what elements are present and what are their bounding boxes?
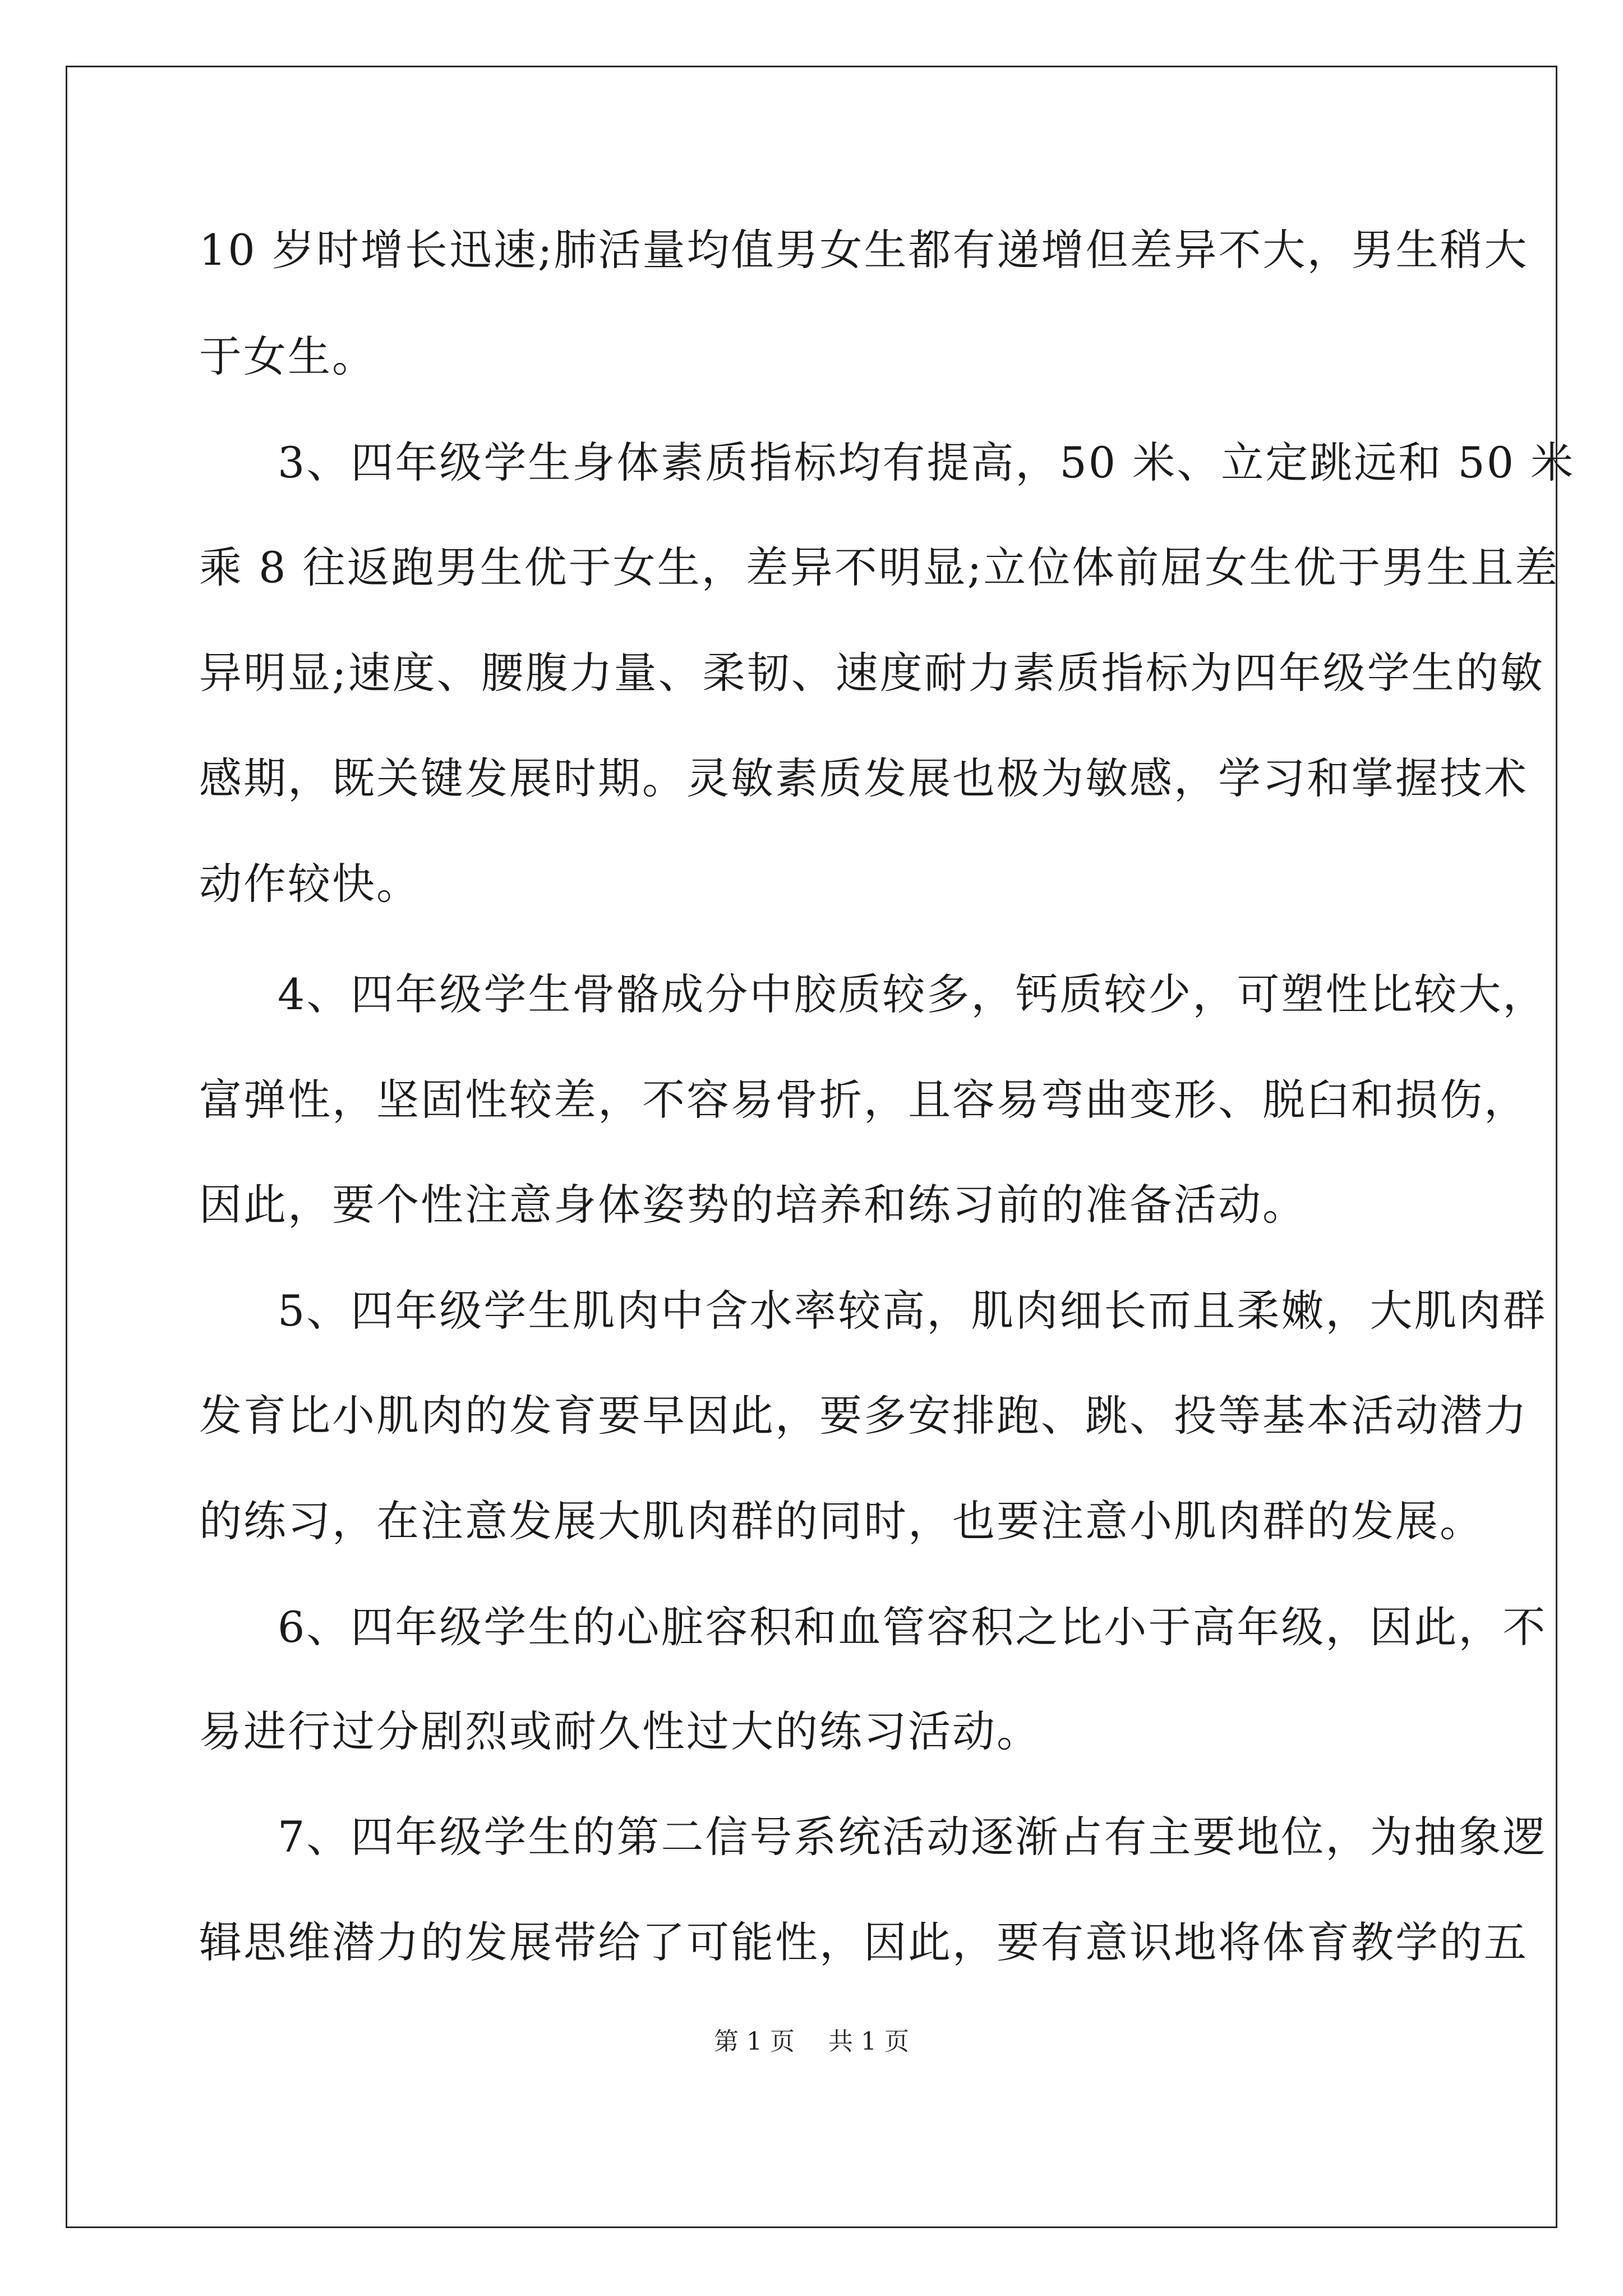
paragraph-first-line: 4、四年级学生骨骼成分中胶质较多，钙质较少，可塑性比较大， xyxy=(278,969,1547,1019)
body-line: 易进行过分剧烈或耐久性过大的练习活动。 xyxy=(199,1706,1041,1756)
paragraph-first-line: 6、四年级学生的心脏容积和血管容积之比小于高年级，因此，不 xyxy=(278,1602,1547,1652)
body-line: 动作较快。 xyxy=(199,859,421,909)
page-border xyxy=(66,66,1560,2228)
body-line: 发育比小肌肉的发育要早因此，要多安排跑、跳、投等基本活动潜力 xyxy=(199,1391,1528,1441)
body-line: 的练习，在注意发展大肌肉群的同时，也要注意小肌肉群的发展。 xyxy=(199,1496,1484,1546)
body-line: 感期，既关键发展时期。灵敏素质发展也极为敏感，学习和掌握技术 xyxy=(199,753,1528,803)
body-line: 于女生。 xyxy=(199,332,376,381)
body-line: 富弹性，坚固性较差，不容易骨折，且容易弯曲变形、脱臼和损伤， xyxy=(199,1075,1528,1125)
body-line: 乘 8 往返跑男生优于女生，差异不明显;立位体前屈女生优于男生且差 xyxy=(199,542,1560,592)
page-number-current: 第 1 页 xyxy=(714,2027,795,2056)
paragraph-first-line: 3、四年级学生身体素质指标均有提高，50 米、立定跳远和 50 米 xyxy=(278,438,1575,487)
paragraph-first-line: 5、四年级学生肌肉中含水率较高，肌肉细长而且柔嫩，大肌肉群 xyxy=(278,1286,1547,1336)
paragraph-first-line: 7、四年级学生的第二信号系统活动逐渐占有主要地位，为抽象逻 xyxy=(278,1812,1547,1862)
body-line: 因此，要个性注意身体姿势的培养和练习前的准备活动。 xyxy=(199,1180,1307,1230)
page-footer xyxy=(0,2025,1623,2059)
body-line: 10 岁时增长迅速;肺活量均值男女生都有递增但差异不大，男生稍大 xyxy=(199,225,1529,275)
body-line: 异明显;速度、腰腹力量、柔韧、速度耐力素质指标为四年级学生的敏 xyxy=(199,648,1544,698)
body-line: 辑思维潜力的发展带给了可能性，因此，要有意识地将体育教学的五 xyxy=(199,1917,1528,1967)
page-number-total: 共 1 页 xyxy=(828,2027,909,2056)
